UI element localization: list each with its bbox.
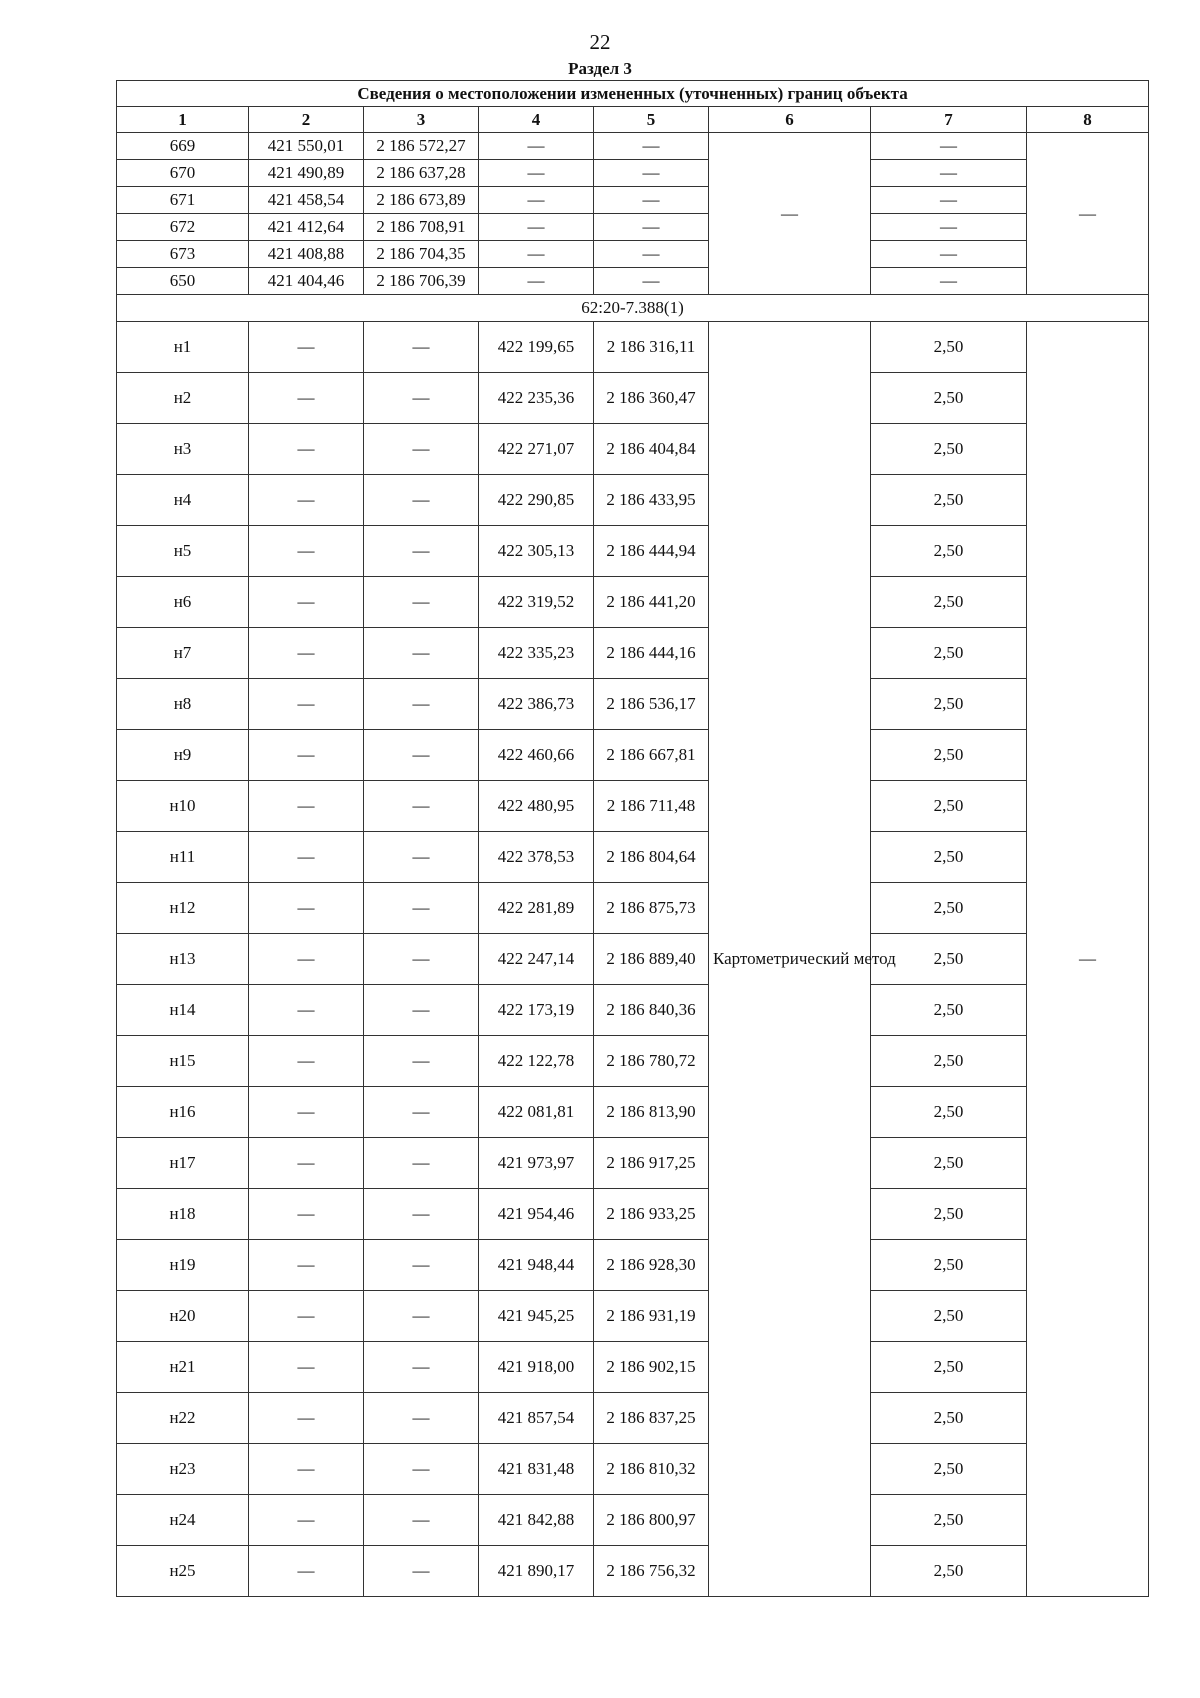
cell-c7: —: [871, 187, 1027, 214]
cell-c5: —: [594, 241, 709, 268]
cell-c3: —: [364, 373, 479, 424]
cell-c5: 2 186 810,32: [594, 1444, 709, 1495]
table-row: [117, 832, 1149, 883]
cell-c4: 422 335,23: [479, 628, 594, 679]
cell-c1: н20: [117, 1291, 249, 1342]
cell-c3: —: [364, 322, 479, 373]
cell-c7: 2,50: [871, 730, 1027, 781]
cell-c5: 2 186 404,84: [594, 424, 709, 475]
cell-c3: —: [364, 1036, 479, 1087]
table-row: [117, 424, 1149, 475]
cell-c1: 673: [117, 241, 249, 268]
cell-c3: —: [364, 475, 479, 526]
cell-c3: —: [364, 1240, 479, 1291]
cell-c4: 422 480,95: [479, 781, 594, 832]
cell-c1: н19: [117, 1240, 249, 1291]
column-number: 4: [479, 107, 594, 133]
table-row: [117, 241, 1149, 268]
cell-c1: н4: [117, 475, 249, 526]
cell-c7: —: [871, 133, 1027, 160]
cell-c5: 2 186 536,17: [594, 679, 709, 730]
cell-c1: н5: [117, 526, 249, 577]
cell-c1: н23: [117, 1444, 249, 1495]
cell-c7: 2,50: [871, 781, 1027, 832]
cell-c2: —: [249, 679, 364, 730]
cell-c5: 2 186 441,20: [594, 577, 709, 628]
cell-c2: —: [249, 730, 364, 781]
cell-c5: —: [594, 187, 709, 214]
cell-c3: 2 186 704,35: [364, 241, 479, 268]
cell-c2: —: [249, 1291, 364, 1342]
cell-c4: 422 081,81: [479, 1087, 594, 1138]
cell-c1: н24: [117, 1495, 249, 1546]
table-row: [117, 985, 1149, 1036]
cell-c3: —: [364, 1393, 479, 1444]
cell-c1: н1: [117, 322, 249, 373]
table-row: [117, 1291, 1149, 1342]
table-row: [117, 526, 1149, 577]
cell-c1: н13: [117, 934, 249, 985]
table-row: [117, 214, 1149, 241]
cell-c5: 2 186 433,95: [594, 475, 709, 526]
group-label: 62:20-7.388(1): [117, 295, 1149, 322]
cell-c1: н16: [117, 1087, 249, 1138]
cell-c2: —: [249, 934, 364, 985]
cell-c2: —: [249, 475, 364, 526]
table-row: [117, 322, 1149, 373]
cell-c5: 2 186 667,81: [594, 730, 709, 781]
table-row: [117, 1240, 1149, 1291]
cell-c2: —: [249, 985, 364, 1036]
cell-c4: —: [479, 133, 594, 160]
cell-c3: —: [364, 883, 479, 934]
cell-col6-merged: —: [709, 133, 871, 295]
cell-c2: —: [249, 373, 364, 424]
cell-c1: н12: [117, 883, 249, 934]
cell-c7: 2,50: [871, 679, 1027, 730]
cell-c5: 2 186 804,64: [594, 832, 709, 883]
group-label-row: [117, 295, 1149, 322]
column-number: 1: [117, 107, 249, 133]
cell-c5: 2 186 875,73: [594, 883, 709, 934]
cell-c4: 422 305,13: [479, 526, 594, 577]
cell-c7: 2,50: [871, 1291, 1027, 1342]
cell-c7: 2,50: [871, 526, 1027, 577]
cell-c5: 2 186 889,40: [594, 934, 709, 985]
cell-c1: н21: [117, 1342, 249, 1393]
cell-c7: 2,50: [871, 1189, 1027, 1240]
cell-c4: 421 973,97: [479, 1138, 594, 1189]
cell-c4: 422 290,85: [479, 475, 594, 526]
cell-c3: 2 186 673,89: [364, 187, 479, 214]
cell-c5: 2 186 444,94: [594, 526, 709, 577]
table-row: [117, 268, 1149, 295]
cell-c7: 2,50: [871, 577, 1027, 628]
cell-c2: 421 458,54: [249, 187, 364, 214]
table-row: [117, 628, 1149, 679]
cell-c3: 2 186 572,27: [364, 133, 479, 160]
cell-c4: —: [479, 241, 594, 268]
cell-c5: 2 186 800,97: [594, 1495, 709, 1546]
cell-c4: 422 281,89: [479, 883, 594, 934]
cell-c7: 2,50: [871, 1036, 1027, 1087]
cell-c2: —: [249, 322, 364, 373]
cell-c7: 2,50: [871, 985, 1027, 1036]
cell-c7: —: [871, 268, 1027, 295]
table-row: [117, 679, 1149, 730]
cell-c3: 2 186 637,28: [364, 160, 479, 187]
cell-c7: 2,50: [871, 322, 1027, 373]
cell-c4: 421 842,88: [479, 1495, 594, 1546]
table-row: [117, 187, 1149, 214]
cell-c2: 421 404,46: [249, 268, 364, 295]
cell-c4: 421 954,46: [479, 1189, 594, 1240]
cell-c2: 421 550,01: [249, 133, 364, 160]
cell-c2: —: [249, 1546, 364, 1597]
cell-c2: —: [249, 1342, 364, 1393]
cell-c2: 421 490,89: [249, 160, 364, 187]
table-row: [117, 1495, 1149, 1546]
cell-c4: 421 831,48: [479, 1444, 594, 1495]
cell-c4: —: [479, 187, 594, 214]
cell-c3: 2 186 706,39: [364, 268, 479, 295]
cell-c4: 422 271,07: [479, 424, 594, 475]
table-row: [117, 883, 1149, 934]
cell-c7: 2,50: [871, 883, 1027, 934]
cell-c3: —: [364, 934, 479, 985]
cell-c5: 2 186 917,25: [594, 1138, 709, 1189]
cell-c7: 2,50: [871, 1444, 1027, 1495]
cell-c4: 421 890,17: [479, 1546, 594, 1597]
cell-c4: 422 247,14: [479, 934, 594, 985]
table-row: [117, 475, 1149, 526]
cell-c3: —: [364, 1495, 479, 1546]
cell-c4: —: [479, 268, 594, 295]
cell-c1: н6: [117, 577, 249, 628]
cell-c3: —: [364, 577, 479, 628]
cell-c5: 2 186 840,36: [594, 985, 709, 1036]
cell-c4: 421 857,54: [479, 1393, 594, 1444]
table-row: [117, 1036, 1149, 1087]
cell-c4: —: [479, 160, 594, 187]
table-row: [117, 730, 1149, 781]
cell-c2: —: [249, 781, 364, 832]
cell-c1: 650: [117, 268, 249, 295]
cell-c4: 422 378,53: [479, 832, 594, 883]
table-row: [117, 373, 1149, 424]
table-row: [117, 1087, 1149, 1138]
column-number: 8: [1027, 107, 1149, 133]
cell-c2: —: [249, 577, 364, 628]
method-cell: Картометрический метод: [709, 322, 871, 1597]
cell-c4: 422 235,36: [479, 373, 594, 424]
cell-c2: —: [249, 1189, 364, 1240]
cell-c4: 422 199,65: [479, 322, 594, 373]
cell-c2: —: [249, 1495, 364, 1546]
cell-c1: н17: [117, 1138, 249, 1189]
cell-c5: 2 186 928,30: [594, 1240, 709, 1291]
cell-c5: 2 186 902,15: [594, 1342, 709, 1393]
table-row: [117, 1189, 1149, 1240]
cell-c1: 669: [117, 133, 249, 160]
cell-c7: 2,50: [871, 1240, 1027, 1291]
cell-c5: 2 186 813,90: [594, 1087, 709, 1138]
cell-c3: —: [364, 730, 479, 781]
cell-c5: —: [594, 268, 709, 295]
cell-c5: 2 186 933,25: [594, 1189, 709, 1240]
cell-c2: —: [249, 1240, 364, 1291]
cell-c7: 2,50: [871, 373, 1027, 424]
cell-c2: —: [249, 832, 364, 883]
cell-c5: 2 186 931,19: [594, 1291, 709, 1342]
cell-c1: н18: [117, 1189, 249, 1240]
cell-c7: 2,50: [871, 475, 1027, 526]
cell-col8-merged: —: [1027, 133, 1149, 295]
cell-c1: н22: [117, 1393, 249, 1444]
cell-c1: н14: [117, 985, 249, 1036]
cell-c5: 2 186 316,11: [594, 322, 709, 373]
cell-c4: 422 460,66: [479, 730, 594, 781]
cell-c2: —: [249, 1087, 364, 1138]
cell-c2: —: [249, 628, 364, 679]
cell-c5: 2 186 837,25: [594, 1393, 709, 1444]
cell-c1: н9: [117, 730, 249, 781]
cell-c7: —: [871, 160, 1027, 187]
cell-c4: 422 386,73: [479, 679, 594, 730]
cell-c1: н11: [117, 832, 249, 883]
cell-c7: 2,50: [871, 1495, 1027, 1546]
cell-c7: 2,50: [871, 832, 1027, 883]
cell-c7: —: [871, 214, 1027, 241]
cell-c5: 2 186 780,72: [594, 1036, 709, 1087]
table-row: [117, 1444, 1149, 1495]
section-title: Раздел 3: [568, 59, 632, 78]
cell-c5: 2 186 756,32: [594, 1546, 709, 1597]
cell-c3: —: [364, 1189, 479, 1240]
cell-c7: 2,50: [871, 934, 1027, 985]
table-row: [117, 1138, 1149, 1189]
cell-c2: —: [249, 1036, 364, 1087]
cell-c1: н2: [117, 373, 249, 424]
cell-c2: —: [249, 526, 364, 577]
cell-c3: —: [364, 679, 479, 730]
cell-c4: 422 173,19: [479, 985, 594, 1036]
cell-c7: 2,50: [871, 1138, 1027, 1189]
cell-c7: 2,50: [871, 1546, 1027, 1597]
cell-c3: —: [364, 1291, 479, 1342]
cell-c1: н8: [117, 679, 249, 730]
cell-c7: 2,50: [871, 1087, 1027, 1138]
cell-c2: —: [249, 1138, 364, 1189]
table-row: [117, 1546, 1149, 1597]
table-row: [117, 577, 1149, 628]
cell-c1: н10: [117, 781, 249, 832]
cell-c2: —: [249, 424, 364, 475]
cell-c3: 2 186 708,91: [364, 214, 479, 241]
cell-c7: 2,50: [871, 424, 1027, 475]
page-number: 22: [589, 30, 611, 54]
cell-c1: 670: [117, 160, 249, 187]
table-row: [117, 934, 1149, 985]
cell-c4: 421 945,25: [479, 1291, 594, 1342]
cell-c7: 2,50: [871, 1342, 1027, 1393]
table-row: [117, 781, 1149, 832]
cell-c3: —: [364, 1342, 479, 1393]
cell-c5: —: [594, 160, 709, 187]
cell-c5: —: [594, 214, 709, 241]
cell-c3: —: [364, 985, 479, 1036]
cell-c2: —: [249, 1393, 364, 1444]
table-body: [117, 133, 1149, 1597]
cell-c3: —: [364, 628, 479, 679]
cell-c3: —: [364, 1138, 479, 1189]
cell-c7: 2,50: [871, 1393, 1027, 1444]
cell-c5: 2 186 444,16: [594, 628, 709, 679]
cell-c3: —: [364, 832, 479, 883]
cell-c2: 421 408,88: [249, 241, 364, 268]
cell-c7: —: [871, 241, 1027, 268]
cell-c3: —: [364, 526, 479, 577]
cell-c3: —: [364, 424, 479, 475]
boundary-coordinates-table: [116, 80, 1149, 1597]
cell-c4: 421 948,44: [479, 1240, 594, 1291]
column-number: 3: [364, 107, 479, 133]
table-row: [117, 160, 1149, 187]
cell-c4: 421 918,00: [479, 1342, 594, 1393]
cell-c1: 671: [117, 187, 249, 214]
column-number: 6: [709, 107, 871, 133]
cell-c1: н25: [117, 1546, 249, 1597]
table-row: [117, 1393, 1149, 1444]
cell-c7: 2,50: [871, 628, 1027, 679]
cell-c5: —: [594, 133, 709, 160]
cell-c1: н7: [117, 628, 249, 679]
table-caption: Сведения о местоположении измененных (уточненных) границ объекта: [117, 81, 1149, 107]
cell-col8-merged: —: [1027, 322, 1149, 1597]
cell-c3: —: [364, 1087, 479, 1138]
table-row: [117, 1342, 1149, 1393]
column-number: 2: [249, 107, 364, 133]
cell-c4: 422 319,52: [479, 577, 594, 628]
cell-c3: —: [364, 1444, 479, 1495]
column-number: 7: [871, 107, 1027, 133]
cell-c3: —: [364, 1546, 479, 1597]
cell-c2: —: [249, 883, 364, 934]
cell-c4: —: [479, 214, 594, 241]
cell-c1: 672: [117, 214, 249, 241]
cell-c3: —: [364, 781, 479, 832]
cell-c5: 2 186 711,48: [594, 781, 709, 832]
column-number-row: [117, 107, 1149, 133]
cell-c1: н15: [117, 1036, 249, 1087]
cell-c4: 422 122,78: [479, 1036, 594, 1087]
column-number: 5: [594, 107, 709, 133]
table-row: [117, 133, 1149, 160]
cell-c5: 2 186 360,47: [594, 373, 709, 424]
cell-c1: н3: [117, 424, 249, 475]
cell-c2: 421 412,64: [249, 214, 364, 241]
cell-c2: —: [249, 1444, 364, 1495]
